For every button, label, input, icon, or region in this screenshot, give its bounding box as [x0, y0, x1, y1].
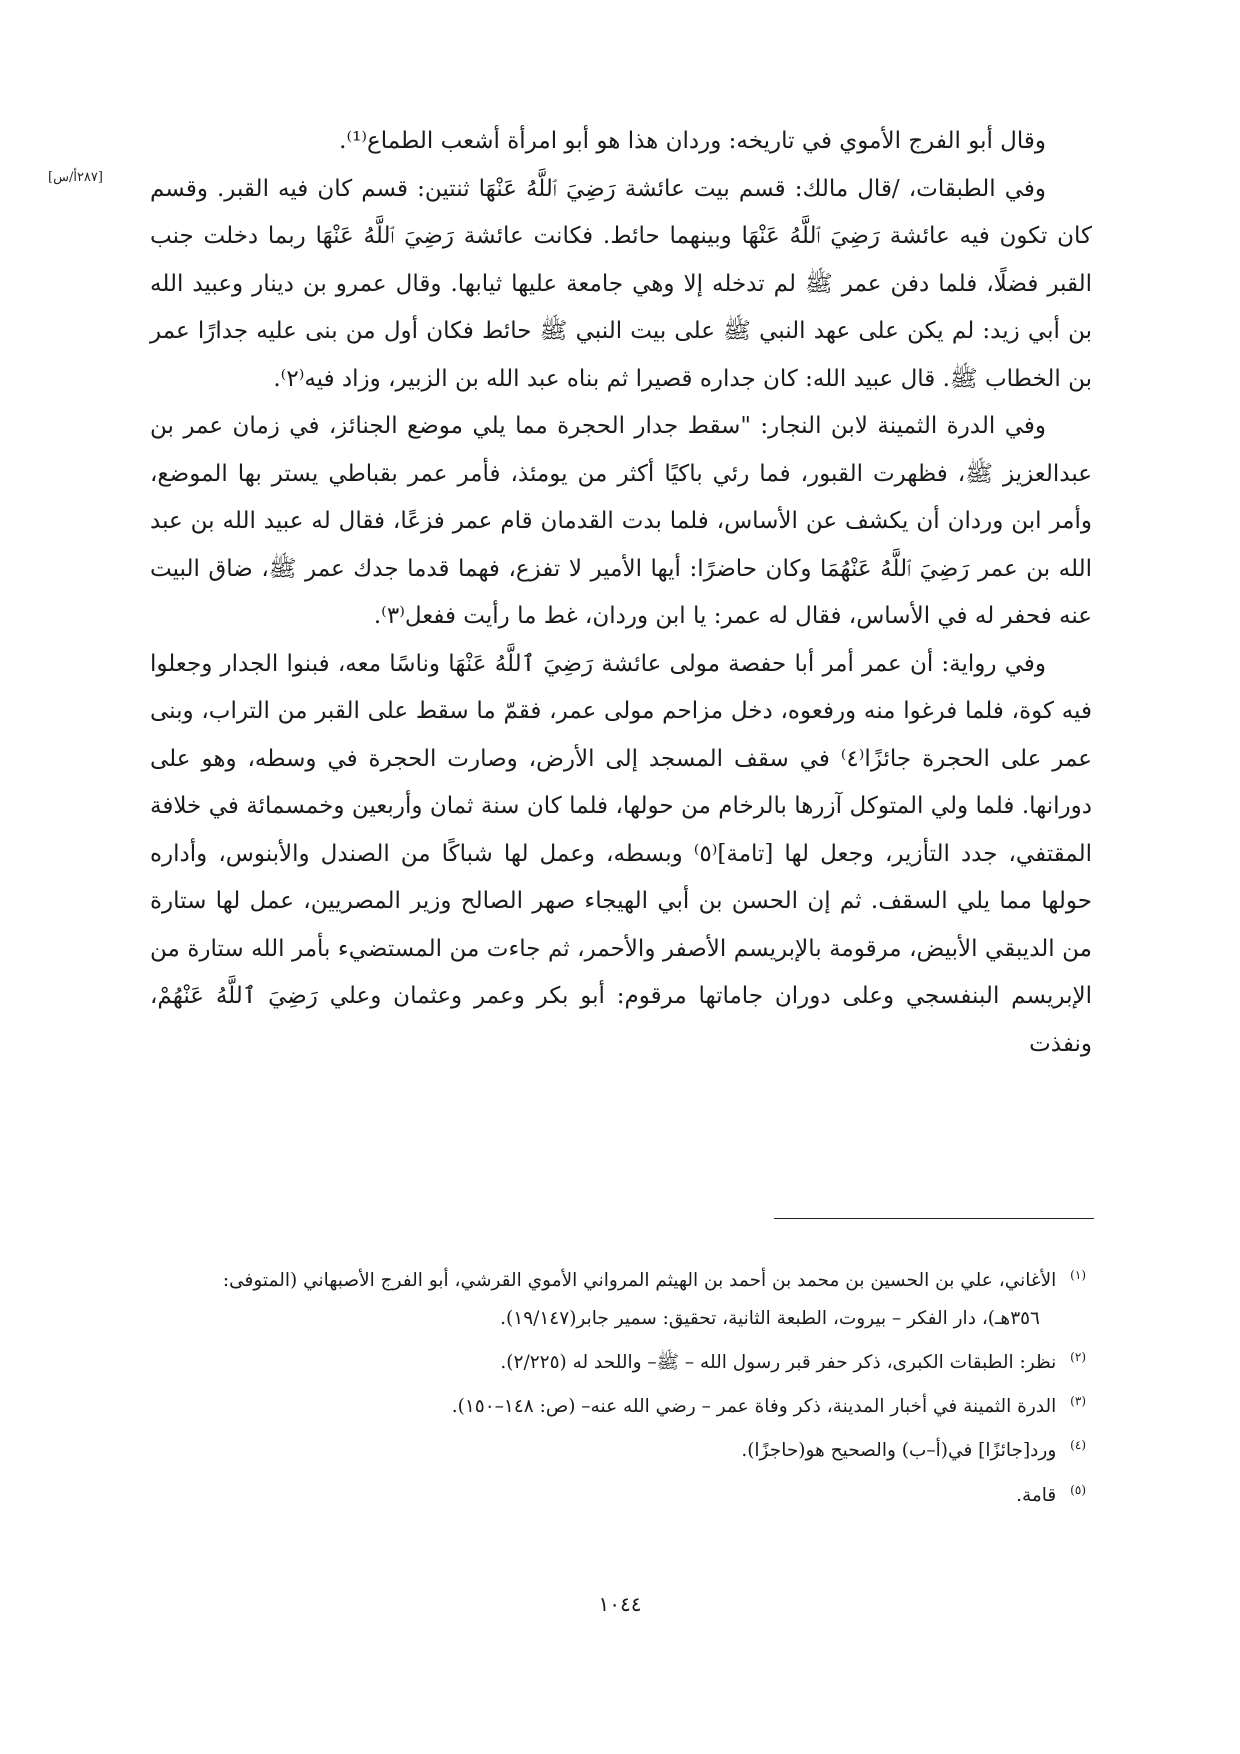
footnote-separator — [774, 1218, 1094, 1219]
footnote-text: قامة. — [1016, 1484, 1057, 1506]
main-body-text — [150, 118, 1092, 1068]
paragraph-1: وقال أبو الفرج الأموي في تاريخه: وردان هذا هو أبو امرأة أشعب الطماع⁽¹⁾. — [339, 128, 1046, 154]
paragraph-3: وفي الدرة الثمينة لابن النجار: "سقط جدار الحجرة مما يلي موضع الجنائز، في زمان عمر بن عبدالعزيز ﷺ، فظهرت القبور، فما رئي باكيًا أكثر من يومئذ، فأمر عمر بقباطي يستر بها الموضع، وأمر ابن وردان أن يكشف عن الأساس، فلما بدت القدمان قام عمر فزعًا، فقال له عبيد الله بن عبد الله بن عمر رَضِيَ ٱللَّهُ عَنْهُمَا وكان حاضرًا: أيها الأمير لا تفزع، فهما قدما جدك عمر ﷺ، ضاق البيت عنه فحفر له في الأساس، فقال له عمر: يا ابن وردان، غط ما رأيت ففعل⁽٣⁾. — [150, 413, 1092, 629]
footnote-text: نظر: الطبقات الكبرى، ذكر حفر قبر رسول الله – ﷺ– واللحد له (٢/٢٢٥). — [500, 1352, 1057, 1374]
footnote-number: (٥) — [1070, 1482, 1086, 1497]
footnote-1 — [150, 1256, 1092, 1300]
footnote-5 — [150, 1471, 1092, 1515]
footnote-number: (٢) — [1070, 1350, 1086, 1365]
footnote-text: الدرة الثمينة في أخبار المدينة، ذكر وفاة عمر – رضي الله عنه– (ص: ١٤٨–١٥٠). — [451, 1396, 1057, 1418]
footnote-number: (١) — [1070, 1268, 1086, 1282]
footnote-4 — [150, 1426, 1092, 1470]
footnote-3 — [150, 1382, 1092, 1426]
paragraph-2: وفي الطبقات، /قال مالك: قسم بيت عائشة رَضِيَ ٱللَّهُ عَنْهَا ثنتين: قسم كان فيه القبر. وقسم كان تكون فيه عائشة رَضِيَ ٱللَّهُ عَنْهَا وبينهما حائط. فكانت عائشة رَضِيَ ٱللَّهُ عَنْهَا ربما دخلت جنب القبر فضلًا، فلما دفن عمر ﷺ لم تدخله إلا وهي جامعة عليها ثيابها. وقال عمرو بن دينار وعبيد الله بن أبي زيد: لم يكن على عهد النبي ﷺ على بيت النبي ﷺ حائط فكان أول من بنى عليه جدارًا عمر بن الخطاب ﷺ. قال عبيد الله: كان جداره قصيرا ثم بناه عبد الله بن الزبير، وزاد فيه⁽٢⁾. — [150, 175, 1092, 392]
footnote-text: الأغاني، علي بن الحسين بن محمد بن أحمد بن الهيثم المرواني الأموي القرشي، أبو الفرج الأصبهاني (المتوفى: — [222, 1270, 1057, 1292]
footnote-text: ورد[جائزًا] في(أ–ب) والصحيح هو(حاجزًا). — [741, 1440, 1057, 1462]
footnote-number: (٤) — [1070, 1438, 1086, 1453]
page-number: ١٠٤٤ — [598, 1592, 642, 1616]
marginal-manuscript-reference: [٢٨٧أ/س] — [48, 170, 103, 185]
paragraph-4: وفي رواية: أن عمر أمر أبا حفصة مولى عائشة رَضِيَ ٱللَّهُ عَنْهَا وناسًا معه، فبنوا الجدار وجعلوا فيه كوة، فلما فرغوا منه ورفعوه، دخل مزاحم مولى عمر، فقمّ ما سقط على القبر من التراب، وبنى عمر على الحجرة جائزًا⁽٤⁾ في سقف المسجد إلى الأرض، وصارت الحجرة في وسطه، وهو على دورانها. فلما ولي المتوكل آزرها بالرخام من حولها، فلما كان سنة ثمان وأربعين وخمسمائة في خلافة المقتفي، جدد التأزير، وجعل لها [تامة]⁽٥⁾ وبسطه، وعمل لها شباكًا من الصندل والأبنوس، وأداره حولها مما يلي السقف. ثم إن الحسن بن أبي الهيجاء صهر الصالح وزير المصريين، عمل لها ستارة من الديبقي الأبيض، مرقومة بالإبريسم الأصفر والأحمر، ثم جاءت من المستضيء بأمر الله ستارة من الإبريسم البنفسجي وعلى دوران جاماتها مرقوم: أبو بكر وعمر وعثمان وعلي رَضِيَ ٱللَّهُ عَنْهُمْ، ونفذت — [150, 650, 1093, 1057]
footnote-number: (٣) — [1070, 1394, 1086, 1409]
footnote-1-continuation: ٣٥٦هـ)، دار الفكر – بيروت، الطبعة الثانية، تحقيق: سمير جابر(١٩/١٤٧). — [500, 1308, 1040, 1330]
footnotes-section — [150, 1256, 1092, 1515]
footnote-2 — [150, 1338, 1092, 1382]
